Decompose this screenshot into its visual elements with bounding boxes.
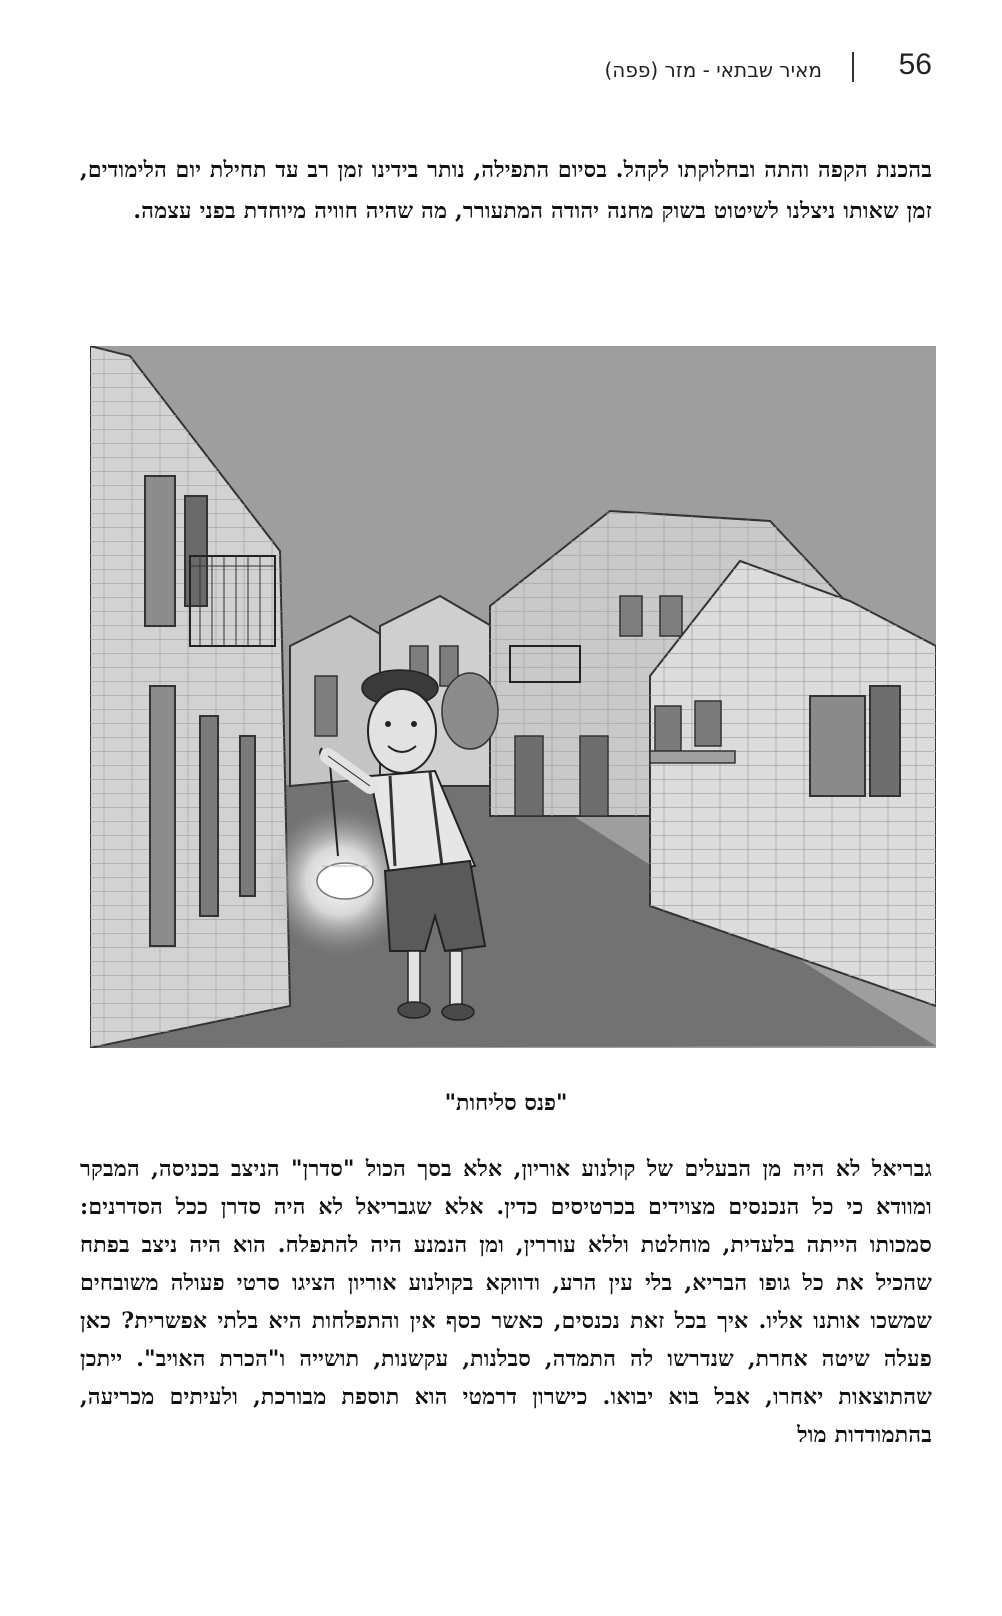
paragraph-main: גבריאל לא היה מן הבעלים של קולנוע אוריון, אלא בסך הכול "סדרן" הניצב בכניסה, המבקר ומוודא כי כל הנכנסים מצוידים בכרטיסים כדין. אלא שגבריאל לא היה סדרן ככל הסדרנים: סמכותו הייתה בלעדית, מוחלטת וללא עוררין, ומן הנמנע היה להתפלח. הוא היה ניצב בפתח שהכיל את כל גופו הבריא, בלי עין הרע, ודווקא בקולנוע אוריון הציגו סרטי פעולה משובחים שמשכו אותנו אליו. איך בכל זאת נכנסים, כאשר כסף אין והתפלחות היא בלתי אפשרית? כאן פעלה שיטה אחרת, שנדרשו לה התמדה, סבלנות, עקשנות, תושייה ו"הכרת האויב". ייתכן שהתוצאות יאחרו, אבל בוא יבואו. כישרון דרמטי הוא תוספת מבורכת, ולעיתים מכריעה, בהתמודדות מול [80, 1156, 932, 1448]
paragraph-top: בהכנת הקפה והתה ובחלוקתו לקהל. בסיום התפילה, נותר בידינו זמן רב עד תחילת יום הלימודים, זמן שאותו ניצלנו לשיטוט בשוק מחנה יהודה המתעורר, מה שהיה חוויה מיוחדת בפני עצמה. [80, 157, 932, 224]
tree [442, 673, 498, 749]
running-head: מאיר שבתאי - מזר (פפה) [604, 58, 822, 82]
illustration-street-scene [90, 346, 936, 1048]
figure-caption: "פנס סליחות" [444, 1090, 568, 1116]
header-divider [852, 52, 854, 82]
page-header [80, 48, 932, 88]
illustration [90, 346, 936, 1048]
page-number: 56 [898, 48, 932, 81]
